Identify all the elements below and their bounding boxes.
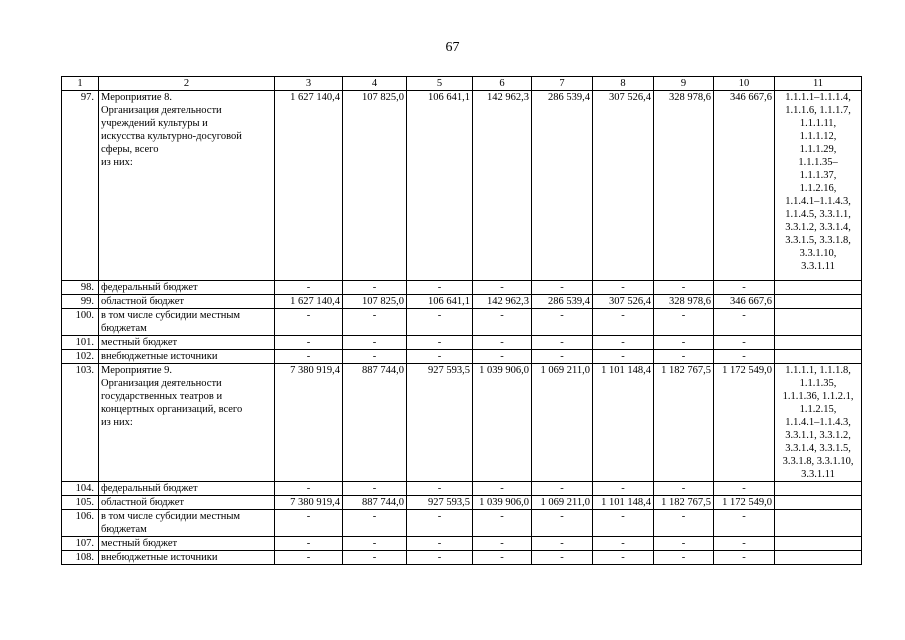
value-cell: 307 526,4 <box>593 295 654 309</box>
value-cell: 1 172 549,0 <box>714 364 775 482</box>
cell-line: 3.3.1.2, 3.3.1.4, <box>785 222 851 233</box>
value-cell: - <box>407 281 473 295</box>
reference-cell <box>775 482 862 496</box>
table-row <box>62 537 862 551</box>
cell-line: 1.1.1.12, <box>799 131 837 142</box>
cell-line: федеральный бюджет <box>101 483 198 494</box>
value-cell: - <box>275 537 343 551</box>
value-cell: - <box>407 537 473 551</box>
cell-line: местный бюджет <box>101 337 178 348</box>
cell-line: внебюджетные источники <box>101 552 218 563</box>
value-cell: - <box>407 510 473 537</box>
value-cell: 346 667,6 <box>714 91 775 281</box>
value-cell: - <box>407 350 473 364</box>
value-cell: - <box>275 336 343 350</box>
cell-line: 1.1.1.37, <box>799 170 837 181</box>
cell-line: из них: <box>101 417 133 428</box>
value-cell: - <box>593 336 654 350</box>
reference-cell <box>775 364 862 482</box>
value-cell: - <box>654 551 714 565</box>
value-cell: - <box>532 537 593 551</box>
value-cell: - <box>275 350 343 364</box>
table-row <box>62 295 862 309</box>
cell-line: бюджетам <box>101 524 147 535</box>
header-cell: 9 <box>654 77 714 91</box>
value-cell: 106 641,1 <box>407 295 473 309</box>
value-cell: 1 627 140,4 <box>275 295 343 309</box>
header-cell: 1 <box>62 77 99 91</box>
row-number: 97. <box>62 91 99 281</box>
row-number: 98. <box>62 281 99 295</box>
row-name <box>99 364 275 482</box>
value-cell: - <box>714 350 775 364</box>
value-cell: 328 978,6 <box>654 91 714 281</box>
value-cell: - <box>343 336 407 350</box>
cell-line: 3.3.1.11 <box>801 261 835 272</box>
value-cell: - <box>275 281 343 295</box>
table-row <box>62 281 862 295</box>
cell-line: 1.1.1.1–1.1.1.4, <box>785 92 851 103</box>
row-name <box>99 281 275 295</box>
table-row <box>62 350 862 364</box>
cell-line: 1.1.1.6, 1.1.1.7, <box>785 105 851 116</box>
value-cell: - <box>275 551 343 565</box>
value-cell: 1 182 767,5 <box>654 364 714 482</box>
value-cell: - <box>473 537 532 551</box>
cell-line: 3.3.1.11 <box>801 469 835 480</box>
row-name <box>99 537 275 551</box>
header-cell: 3 <box>275 77 343 91</box>
value-cell: 1 101 148,4 <box>593 364 654 482</box>
value-cell: 887 744,0 <box>343 496 407 510</box>
row-number: 105. <box>62 496 99 510</box>
header-cell: 5 <box>407 77 473 91</box>
table-row <box>62 336 862 350</box>
value-cell: - <box>407 482 473 496</box>
value-cell: 927 593,5 <box>407 364 473 482</box>
value-cell: 307 526,4 <box>593 91 654 281</box>
row-number: 107. <box>62 537 99 551</box>
header-cell: 10 <box>714 77 775 91</box>
cell-line: федеральный бюджет <box>101 282 198 293</box>
cell-line: внебюджетные источники <box>101 351 218 362</box>
table-row <box>62 510 862 537</box>
value-cell: - <box>532 336 593 350</box>
value-cell: - <box>532 510 593 537</box>
cell-line: 1.1.2.16, <box>799 183 837 194</box>
row-number: 103. <box>62 364 99 482</box>
row-number: 108. <box>62 551 99 565</box>
cell-line: 1.1.1.1, 1.1.1.8, <box>785 365 851 376</box>
value-cell: - <box>714 482 775 496</box>
cell-line: 1.1.4.1–1.1.4.3, <box>785 417 851 428</box>
row-name <box>99 482 275 496</box>
value-cell: 1 627 140,4 <box>275 91 343 281</box>
row-name <box>99 510 275 537</box>
value-cell: - <box>473 309 532 336</box>
cell-line: государственных театров и <box>101 391 223 402</box>
value-cell: - <box>714 537 775 551</box>
value-cell: - <box>343 309 407 336</box>
row-name <box>99 336 275 350</box>
value-cell: - <box>714 510 775 537</box>
value-cell: 7 380 919,4 <box>275 364 343 482</box>
header-cell: 6 <box>473 77 532 91</box>
value-cell: - <box>654 336 714 350</box>
value-cell: 927 593,5 <box>407 496 473 510</box>
reference-cell <box>775 295 862 309</box>
row-name <box>99 309 275 336</box>
cell-line: Мероприятие 8. <box>101 92 173 103</box>
value-cell: - <box>593 510 654 537</box>
row-name <box>99 295 275 309</box>
value-cell: 1 182 767,5 <box>654 496 714 510</box>
table-row <box>62 496 862 510</box>
cell-line: сферы, всего <box>101 144 159 155</box>
value-cell: 1 101 148,4 <box>593 496 654 510</box>
value-cell: - <box>473 551 532 565</box>
page-number: 67 <box>445 40 460 55</box>
cell-line: 1.1.1.29, <box>799 144 837 155</box>
header-cell: 4 <box>343 77 407 91</box>
value-cell: 286 539,4 <box>532 295 593 309</box>
value-cell: 1 039 906,0 <box>473 496 532 510</box>
value-cell: - <box>275 482 343 496</box>
value-cell: 1 069 211,0 <box>532 496 593 510</box>
table-header-row <box>62 77 862 91</box>
value-cell: - <box>473 482 532 496</box>
value-cell: - <box>714 281 775 295</box>
row-number: 106. <box>62 510 99 537</box>
value-cell: 107 825,0 <box>343 91 407 281</box>
value-cell: 328 978,6 <box>654 295 714 309</box>
value-cell: - <box>532 309 593 336</box>
value-cell: 286 539,4 <box>532 91 593 281</box>
value-cell: - <box>407 336 473 350</box>
cell-line: 3.3.1.1, 3.3.1.2, <box>785 430 851 441</box>
value-cell: - <box>714 336 775 350</box>
value-cell: - <box>593 551 654 565</box>
value-cell: 887 744,0 <box>343 364 407 482</box>
row-number: 100. <box>62 309 99 336</box>
reference-cell <box>775 91 862 281</box>
value-cell: - <box>473 350 532 364</box>
header-cell: 2 <box>99 77 275 91</box>
value-cell: - <box>654 537 714 551</box>
reference-cell <box>775 537 862 551</box>
reference-cell <box>775 510 862 537</box>
cell-line: Организация деятельности <box>101 105 222 116</box>
value-cell: - <box>654 510 714 537</box>
value-cell: - <box>593 309 654 336</box>
program-activities-table <box>61 76 862 565</box>
row-name <box>99 496 275 510</box>
value-cell: 7 380 919,4 <box>275 496 343 510</box>
value-cell: - <box>593 482 654 496</box>
value-cell: 107 825,0 <box>343 295 407 309</box>
cell-line: 3.3.1.8, 3.3.1.10, <box>782 456 854 467</box>
value-cell: - <box>407 309 473 336</box>
value-cell: - <box>593 350 654 364</box>
cell-line: 3.3.1.4, 3.3.1.5, <box>785 443 851 454</box>
value-cell: 142 962,3 <box>473 91 532 281</box>
value-cell: 106 641,1 <box>407 91 473 281</box>
value-cell: - <box>654 281 714 295</box>
cell-line: областной бюджет <box>101 296 184 307</box>
row-number: 101. <box>62 336 99 350</box>
cell-line: в том числе субсидии местным <box>101 310 241 321</box>
value-cell: - <box>532 482 593 496</box>
value-cell: - <box>275 309 343 336</box>
value-cell: - <box>275 510 343 537</box>
reference-cell <box>775 350 862 364</box>
cell-line: местный бюджет <box>101 538 178 549</box>
table-row <box>62 91 862 281</box>
value-cell: - <box>593 537 654 551</box>
value-cell: - <box>407 551 473 565</box>
value-cell: - <box>714 551 775 565</box>
value-cell: - <box>593 281 654 295</box>
value-cell: - <box>343 510 407 537</box>
value-cell: - <box>532 350 593 364</box>
cell-line: из них: <box>101 157 133 168</box>
cell-line: учреждений культуры и <box>101 118 208 129</box>
value-cell: - <box>532 281 593 295</box>
value-cell: - <box>343 281 407 295</box>
value-cell: - <box>343 537 407 551</box>
value-cell: 142 962,3 <box>473 295 532 309</box>
header-cell: 11 <box>775 77 862 91</box>
reference-cell <box>775 309 862 336</box>
row-name <box>99 350 275 364</box>
value-cell: 1 069 211,0 <box>532 364 593 482</box>
header-cell: 7 <box>532 77 593 91</box>
value-cell: - <box>654 350 714 364</box>
table-row <box>62 551 862 565</box>
table-row <box>62 482 862 496</box>
reference-cell <box>775 551 862 565</box>
value-cell: 1 172 549,0 <box>714 496 775 510</box>
header-cell: 8 <box>593 77 654 91</box>
value-cell: - <box>654 309 714 336</box>
row-number: 99. <box>62 295 99 309</box>
value-cell: - <box>532 551 593 565</box>
row-name <box>99 91 275 281</box>
cell-line: Мероприятие 9. <box>101 365 173 376</box>
reference-cell <box>775 336 862 350</box>
row-name <box>99 551 275 565</box>
cell-line: 3.3.1.5, 3.3.1.8, <box>785 235 851 246</box>
value-cell: - <box>343 482 407 496</box>
table-row <box>62 309 862 336</box>
cell-line: Организация деятельности <box>101 378 222 389</box>
cell-line: 1.1.2.15, <box>799 404 837 415</box>
cell-line: 1.1.1.11, <box>799 118 837 129</box>
cell-line: искусства культурно-досуговой <box>101 131 242 142</box>
value-cell: - <box>343 350 407 364</box>
cell-line: 1.1.4.1–1.1.4.3, <box>785 196 851 207</box>
cell-line: 1.1.1.36, 1.1.2.1, <box>782 391 854 402</box>
cell-line: бюджетам <box>101 323 147 334</box>
value-cell: 1 039 906,0 <box>473 364 532 482</box>
value-cell: 346 667,6 <box>714 295 775 309</box>
cell-line: 3.3.1.10, <box>799 248 837 259</box>
reference-cell <box>775 496 862 510</box>
row-number: 102. <box>62 350 99 364</box>
reference-cell <box>775 281 862 295</box>
value-cell: - <box>473 510 532 537</box>
cell-line: 1.1.4.5, 3.3.1.1, <box>785 209 851 220</box>
row-number: 104. <box>62 482 99 496</box>
cell-line: концертных организаций, всего <box>101 404 243 415</box>
cell-line: в том числе субсидии местным <box>101 511 241 522</box>
cell-line: 1.1.1.35– <box>798 157 838 168</box>
cell-line: областной бюджет <box>101 497 184 508</box>
cell-line: 1.1.1.35, <box>799 378 837 389</box>
value-cell: - <box>654 482 714 496</box>
value-cell: - <box>473 336 532 350</box>
table-row <box>62 364 862 482</box>
value-cell: - <box>343 551 407 565</box>
value-cell: - <box>473 281 532 295</box>
value-cell: - <box>714 309 775 336</box>
